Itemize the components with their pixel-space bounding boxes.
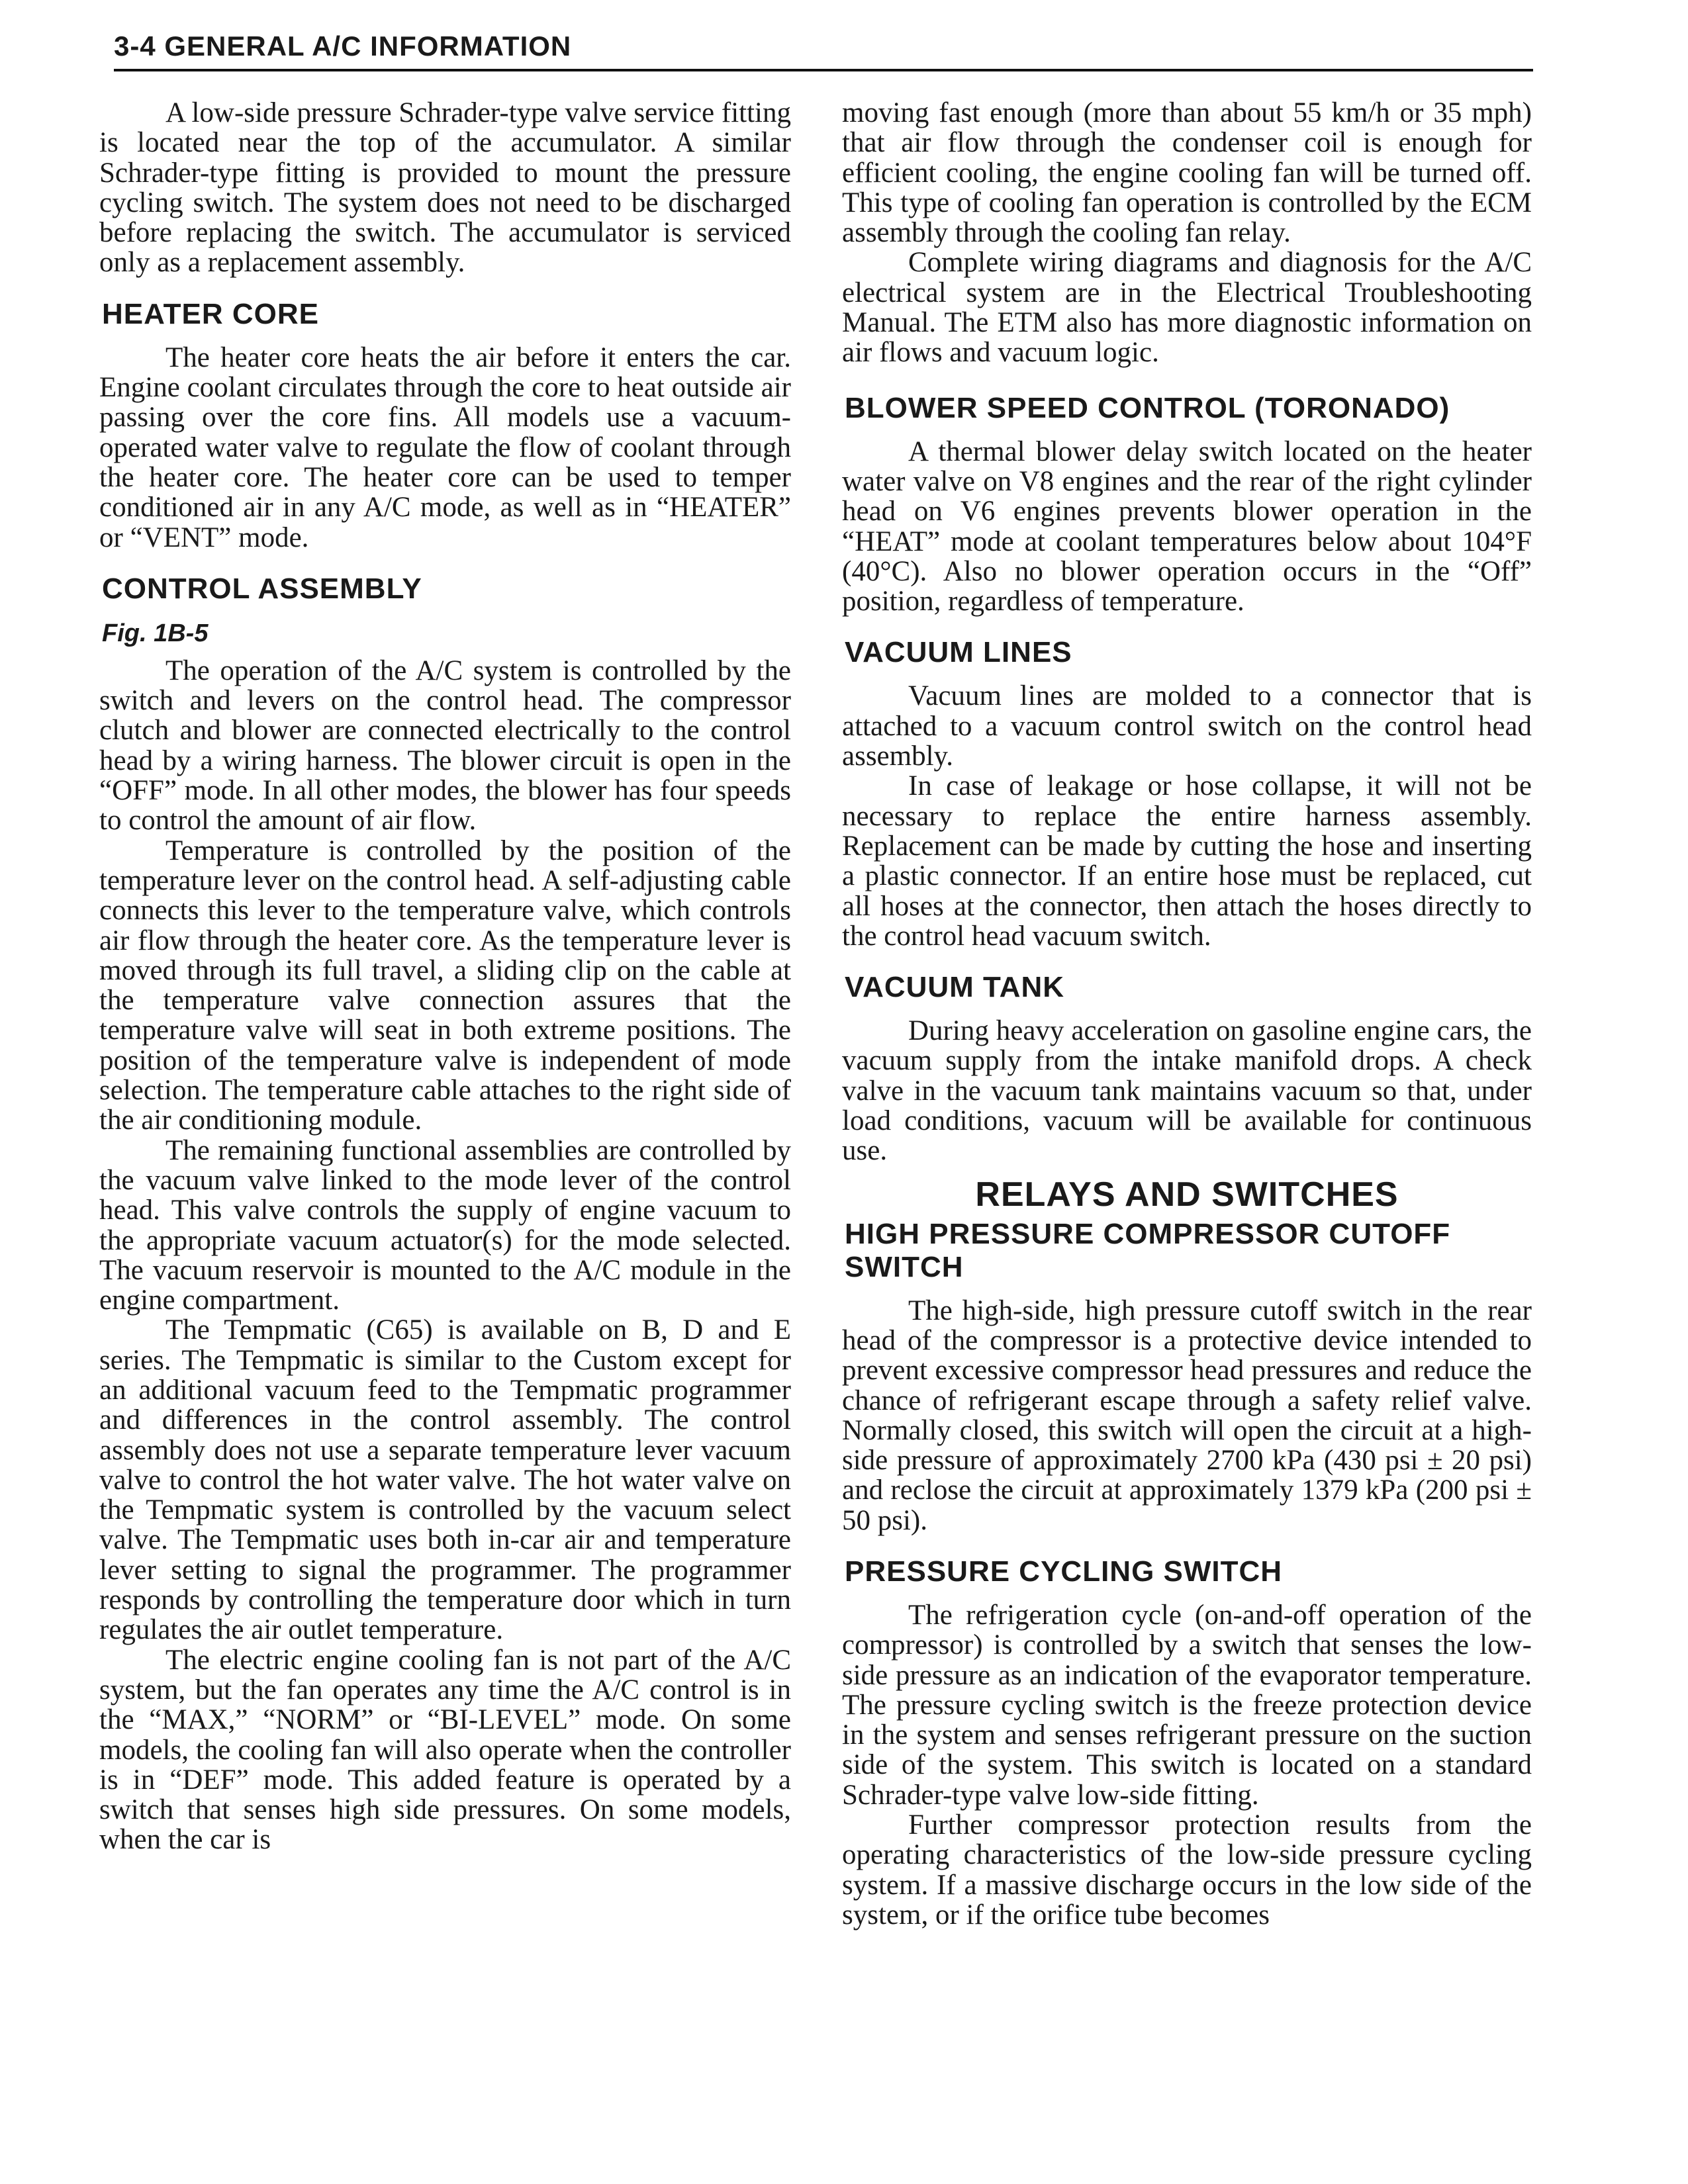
paragraph-control-3: The remaining functional assemblies are controlled by the vacuum valve linked to the mode lever of the control head. This valve controls the supply of engine vacuum to the appropriate vacuum actuator(s) for the mode selected. The vacuum reservoir is mounted to the A/C module in the engine compartment. bbox=[99, 1134, 791, 1316]
paragraph-continued: moving fast enough (more than about 55 km/h or 35 mph) that air flow through the condenser coil is enough for efficient cooling, the engine cooling fan will be turned off. This type of cooling fan operation is controlled by the ECM assembly through the cooling fan relay. bbox=[842, 97, 1532, 249]
figure-reference: Fig. 1B-5 bbox=[102, 619, 209, 647]
paragraph-vacuum-tank: During heavy acceleration on gasoline engine cars, the vacuum supply from the intake manifold drops. A check valve in the vacuum tank maintains vacuum so that, under load conditions, vacuum will be available for continuous use. bbox=[842, 1015, 1532, 1167]
page-header: 3-4 GENERAL A/C INFORMATION bbox=[114, 30, 572, 62]
paragraph-accumulator: A low-side pressure Schrader-type valve service fitting is located near the top of the accumulator. A similar Schrader-type fitting is provided to mount the pressure cycling switch. The system does not need to be discharged before replacing the switch. The accumulator is serviced only as a replacement assembly. bbox=[99, 97, 791, 279]
paragraph-wiring: Complete wiring diagrams and diagnosis for the A/C electrical system are in the Electrical Troubleshooting Manual. The ETM also has more diagnostic information on air flows and vacuum logic. bbox=[842, 247, 1532, 369]
paragraph-vacuum-lines-2: In case of leakage or hose collapse, it will not be necessary to replace the entire harness assembly. Replacement can be made by cutting the hose and inserting a plastic connector. If an entire hose must be replaced, cut all hoses at the connector, then attach the hoses directly to the control head vacuum switch. bbox=[842, 770, 1532, 952]
paragraph-blower: A thermal blower delay switch located on the heater water valve on V8 engines and the rear of the right cylinder head on V6 engines prevents blower operation in the “HEAT” mode at coolant temperatures below about 104°F (40°C). Also no blower operation occurs in the “Off” position, regardless of temperature. bbox=[842, 435, 1532, 617]
right-column bbox=[842, 98, 1532, 1930]
paragraph-vacuum-lines-1: Vacuum lines are molded to a connector that is attached to a vacuum control switch on the control head assembly. bbox=[842, 680, 1532, 772]
paragraph-high-pressure: The high-side, high pressure cutoff switch in the rear head of the compressor is a protective device intended to prevent excessive compressor head pressures and reduce the chance of refrigerant escape through a safety relief valve. Normally closed, this switch will open the circuit at a high-side pressure of approximately 2700 kPa (430 psi ± 20 psi) and reclose the circuit at approximately 1379 kPa (200 psi ± 50 psi). bbox=[842, 1295, 1532, 1536]
heading-heater-core: HEATER CORE bbox=[102, 297, 319, 330]
paragraph-heater-core: The heater core heats the air before it enters the car. Engine coolant circulates through the core to heat outside air passing over the core fins. All models use a vacuum-operated water valve to regulate the flow of coolant through the heater core. The heater core can be used to temper conditioned air in any A/C mode, as well as in “HEATER” or “VENT” mode. bbox=[99, 341, 791, 553]
left-column bbox=[99, 98, 791, 1855]
paragraph-control-2: Temperature is controlled by the position of the temperature lever on the control head. A self-adjusting cable connects this lever to the temperature valve, which controls air flow through the heater core. As the temperature lever is moved through its full travel, a sliding clip on the cable at the temperature valve connection assures that the temperature valve will seat in both extreme positions. The position of the temperature valve is independent of mode selection. The temperature cable attaches to the right side of the air conditioning module. bbox=[99, 835, 791, 1136]
paragraph-control-1: The operation of the A/C system is controlled by the switch and levers on the control head. The compressor clutch and blower are connected electrically to the control head by a wiring harness. The blower circuit is open in the “OFF” mode. In all other modes, the blower has four speeds to control the amount of air flow. bbox=[99, 655, 791, 837]
heading-vacuum-tank: VACUUM TANK bbox=[845, 971, 1064, 1004]
paragraph-pressure-cycling-2: Further compressor protection results from the operating characteristics of the low-side pressure cycling system. If a massive discharge occurs in the low side of the system, or if the orifice tube becomes bbox=[842, 1809, 1532, 1931]
section-title-relays-switches: RELAYS AND SWITCHES bbox=[975, 1175, 1399, 1214]
heading-blower-speed-control: BLOWER SPEED CONTROL (TORONADO) bbox=[845, 391, 1450, 424]
paragraph-control-4: The Tempmatic (C65) is available on B, D and E series. The Tempmatic is similar to the Custom except for an additional vacuum feed to the Tempmatic programmer and differences in the control assembly. The control assembly does not use a separate temperature lever vacuum valve to control the hot water valve. The hot water valve on the Tempmatic system is controlled by the vacuum select valve. The Tempmatic uses both in-car air and temperature lever setting to signal the programmer. The programmer responds by controlling the temperature door which in turn regulates the air outlet temperature. bbox=[99, 1314, 791, 1646]
paragraph-control-5: The electric engine cooling fan is not part of the A/C system, but the fan operates any time the A/C control is in the “MAX,” “NORM” or “BI-LEVEL” mode. On some models, the cooling fan will also operate when the controller is in “DEF” mode. This added feature is operated by a switch that senses high side pressures. On some models, when the car is bbox=[99, 1644, 791, 1856]
heading-high-pressure-cutoff: HIGH PRESSURE COMPRESSOR CUTOFF SWITCH bbox=[845, 1217, 1451, 1283]
heading-pressure-cycling: PRESSURE CYCLING SWITCH bbox=[845, 1555, 1283, 1588]
paragraph-pressure-cycling-1: The refrigeration cycle (on-and-off operation of the compressor) is controlled by a switch that senses the low-side pressure as an indication of the evaporator temperature. The pressure cycling switch is the freeze protection device in the system and senses refrigerant pressure on the suction side of the system. This switch is located on a standard Schrader-type valve low-side fitting. bbox=[842, 1599, 1532, 1811]
header-rule bbox=[114, 69, 1533, 71]
heading-control-assembly: CONTROL ASSEMBLY bbox=[102, 572, 422, 605]
heading-vacuum-lines: VACUUM LINES bbox=[845, 636, 1072, 669]
